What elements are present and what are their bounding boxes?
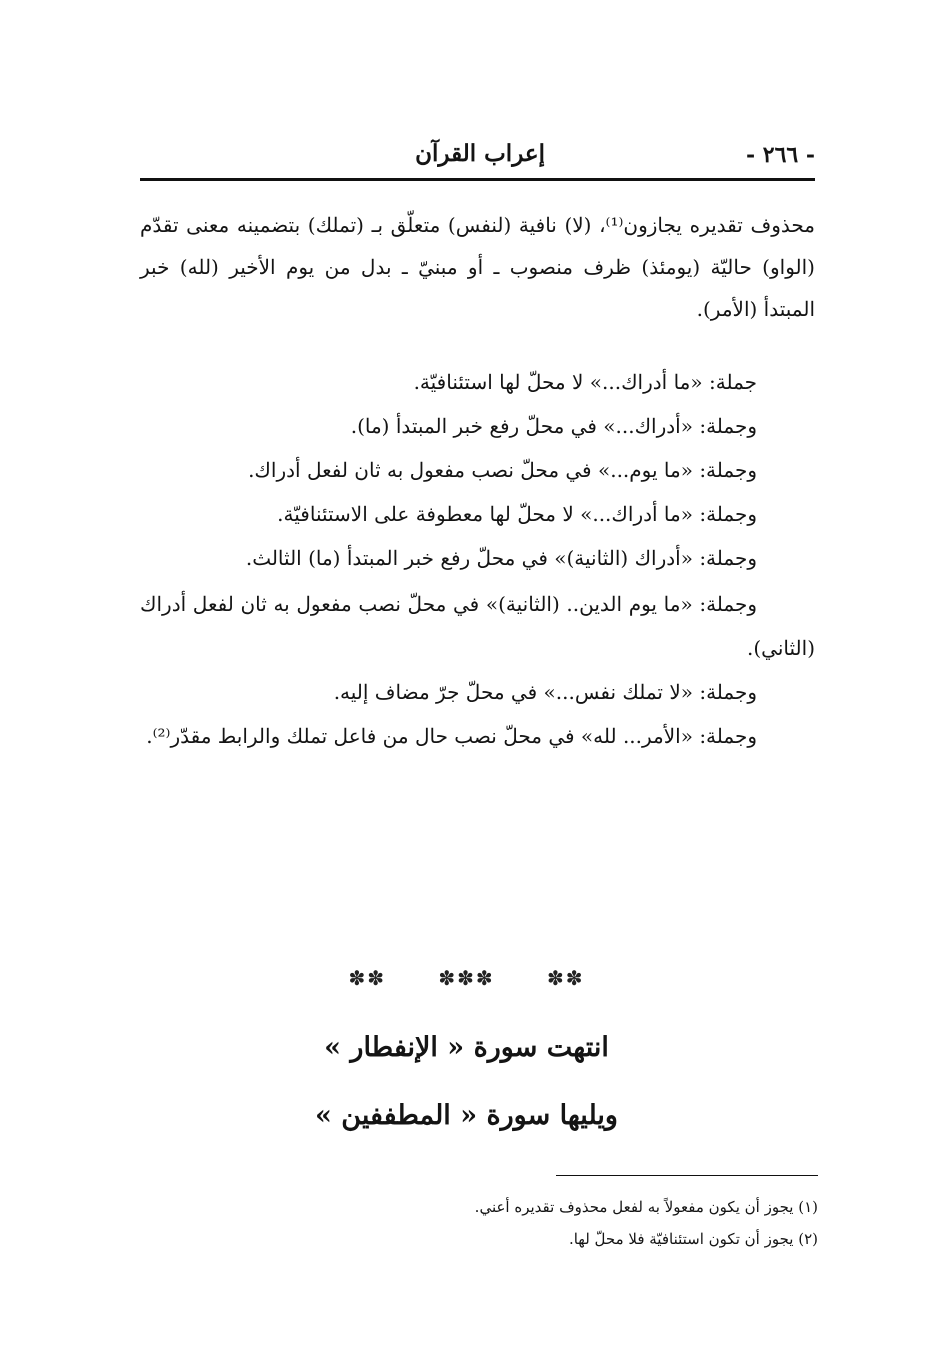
closing-line-next: ويليها سورة « المطففين » <box>315 1100 618 1131</box>
separator-star-group: ✽✽✽ <box>438 966 495 990</box>
sentence-line: وجملة: «ما يوم...» في محلّ نصب مفعول به ثان لفعل أدراك. <box>248 458 757 482</box>
sentence-line: وجملة: «الأمر... لله» في محلّ نصب حال من فاعل تملك والرابط مقدّر⁽²⁾. <box>146 724 757 748</box>
header-rule <box>140 178 815 181</box>
running-title: إعراب القرآن <box>415 140 545 167</box>
intro-paragraph: محذوف تقديره يجازون⁽¹⁾، (لا) نافية (لنفس) متعلّق بـ (تملك) بتضمينه معنى تقدّم (الواو) حاليّة (يومئذ) ظرف منصوب ـ أو مبنيّ ـ بدل من يوم الأخير (لله) خبر المبتدأ (الأمر). <box>140 213 815 321</box>
section-separator <box>0 966 933 990</box>
sentence-line: وجملة: «أدراك...» في محلّ رفع خبر المبتدأ (ما). <box>350 414 757 438</box>
footnote: (١) يجوز أن يكون مفعولاً به لفعل محذوف تقديره أعني. <box>474 1198 818 1216</box>
footnote-rule <box>556 1175 818 1176</box>
separator-star-group: ✽✽ <box>348 966 386 990</box>
sentence-line: وجملة: «أدراك (الثانية)» في محلّ رفع خبر المبتدأ (ما) الثالث. <box>245 546 757 570</box>
sentence-line: وجملة: «ما أدراك...» لا محلّ لها معطوفة على الاستئنافيّة. <box>277 502 757 526</box>
page-number: - ٢٦٦ - <box>745 142 815 168</box>
sentence-line: وجملة: «لا تملك نفس...» في محلّ جرّ مضاف إليه. <box>333 680 757 704</box>
sentence-line: وجملة: «ما يوم الدين.. (الثانية)» في محلّ نصب مفعول به ثان لفعل أدراك (الثاني). <box>140 592 815 660</box>
page-header <box>140 140 815 180</box>
separator-star-group: ✽✽ <box>547 966 585 990</box>
footnote: (٢) يجوز أن تكون استئنافيّة فلا محلّ لها. <box>568 1230 818 1248</box>
closing-line-end: انتهت سورة « الإنفطار » <box>324 1032 609 1063</box>
sentence-line: جملة: «ما أدراك...» لا محلّ لها استئنافيّة. <box>413 370 757 394</box>
